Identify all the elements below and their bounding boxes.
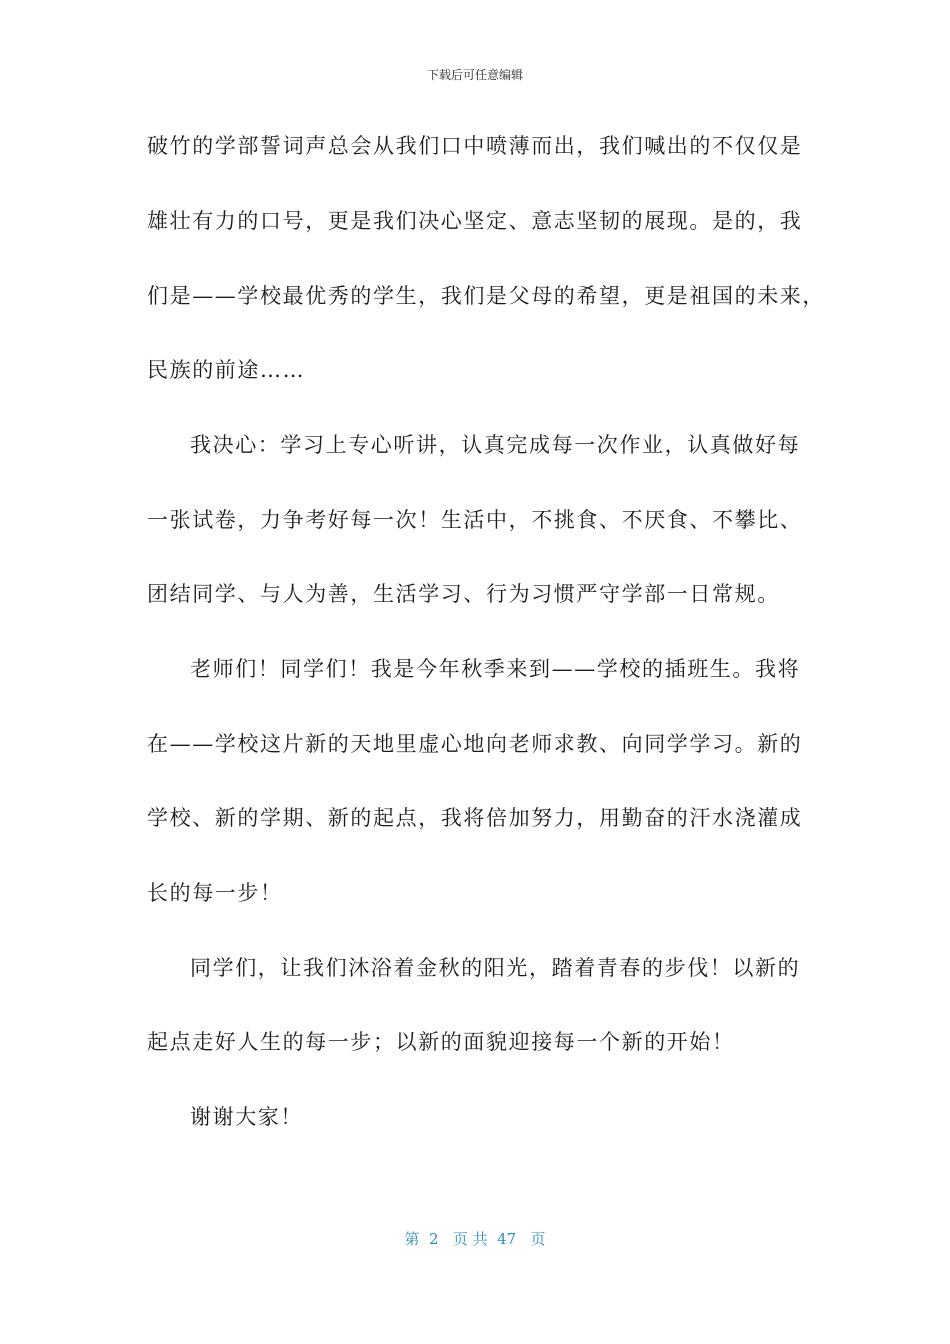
text-line-2: 雄壮有力的口号，更是我们决心坚定、意志坚韧的展现。是的，我 [147, 209, 803, 233]
page-header: 下载后可任意编辑 [426, 68, 523, 82]
text-line-14: 谢谢大家！ [190, 1105, 303, 1129]
text-line-12: 同学们，让我们沐浴着金秋的阳光，踏着青春的步伐！以新的 [190, 956, 801, 980]
text-line-6: 一张试卷，力争考好每一次！生活中，不挑食、不厌食、不攀比、 [147, 508, 803, 532]
text-line-11: 长的每一步！ [147, 881, 283, 905]
text-line-13: 起点走好人生的每一步；以新的面貌迎接每一个新的开始！ [147, 1030, 735, 1054]
text-line-5: 我决心：学习上专心听讲，认真完成每一次作业，认真做好每 [190, 433, 801, 457]
text-line-4: 民族的前途…… [147, 358, 306, 382]
text-line-1: 破竹的学部誓词声总会从我们口中喷薄而出，我们喊出的不仅仅是 [147, 134, 803, 158]
text-line-3: 们是——学校最优秀的学生，我们是父母的希望，更是祖国的未来， [147, 284, 825, 308]
page-number-footer: 第 2 页 共 47 页 [404, 1230, 546, 1248]
text-line-8: 老师们！同学们！我是今年秋季来到——学校的插班生。我将 [190, 657, 801, 681]
text-line-10: 学校、新的学期、新的起点，我将倍加努力，用勤奋的汗水浇灌成 [147, 806, 803, 830]
text-line-7: 团结同学、与人为善，生活学习、行为习惯严守学部一日常规。 [147, 582, 780, 606]
text-line-9: 在——学校这片新的天地里虚心地向老师求教、向同学学习。新的 [147, 732, 803, 756]
